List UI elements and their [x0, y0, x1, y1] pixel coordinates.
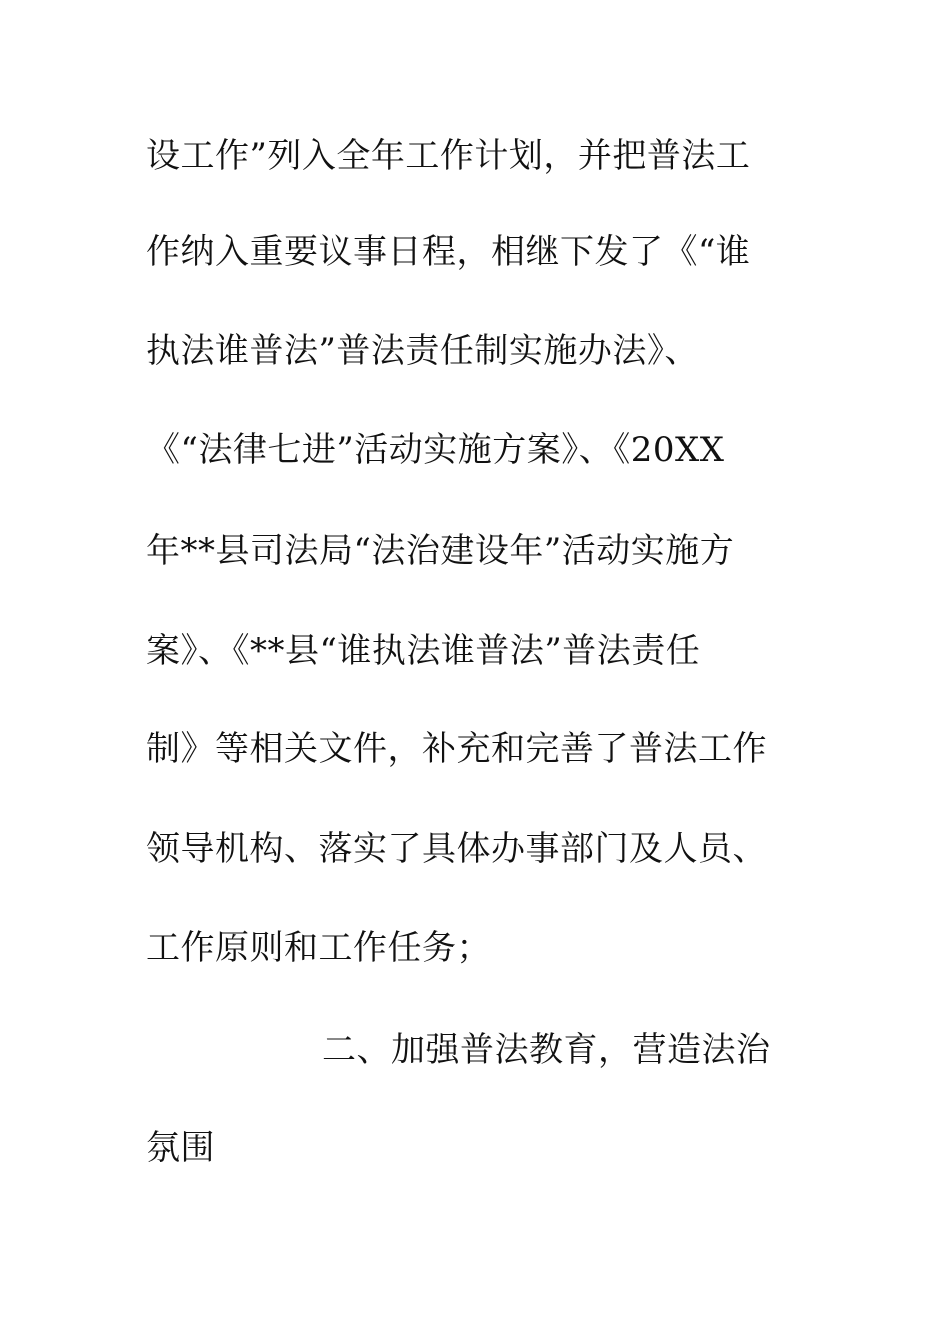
paragraph-line-9: 工作原则和工作任务；: [146, 928, 491, 968]
paragraph-line-7: 制》等相关文件，补充和完善了普法工作: [146, 729, 767, 769]
paragraph-line-1: 设工作”列入全年工作计划，并把普法工: [146, 136, 751, 176]
section-heading-line-2: 氛围: [146, 1128, 215, 1168]
paragraph-line-2: 作纳入重要议事日程，相继下发了《“谁: [146, 232, 751, 272]
paragraph-line-4: 《“法律七进”活动实施方案》、《20XX: [146, 430, 725, 470]
paragraph-line-5: 年**县司法局“法治建设年”活动实施方: [146, 531, 735, 571]
paragraph-line-3: 执法谁普法”普法责任制实施办法》、: [146, 331, 699, 371]
paragraph-line-8: 领导机构、落实了具体办事部门及人员、: [146, 829, 767, 869]
section-heading-line-1: 二、加强普法教育，营造法治: [322, 1030, 771, 1070]
paragraph-line-6: 案》、《**县“谁执法谁普法”普法责任: [146, 631, 701, 671]
